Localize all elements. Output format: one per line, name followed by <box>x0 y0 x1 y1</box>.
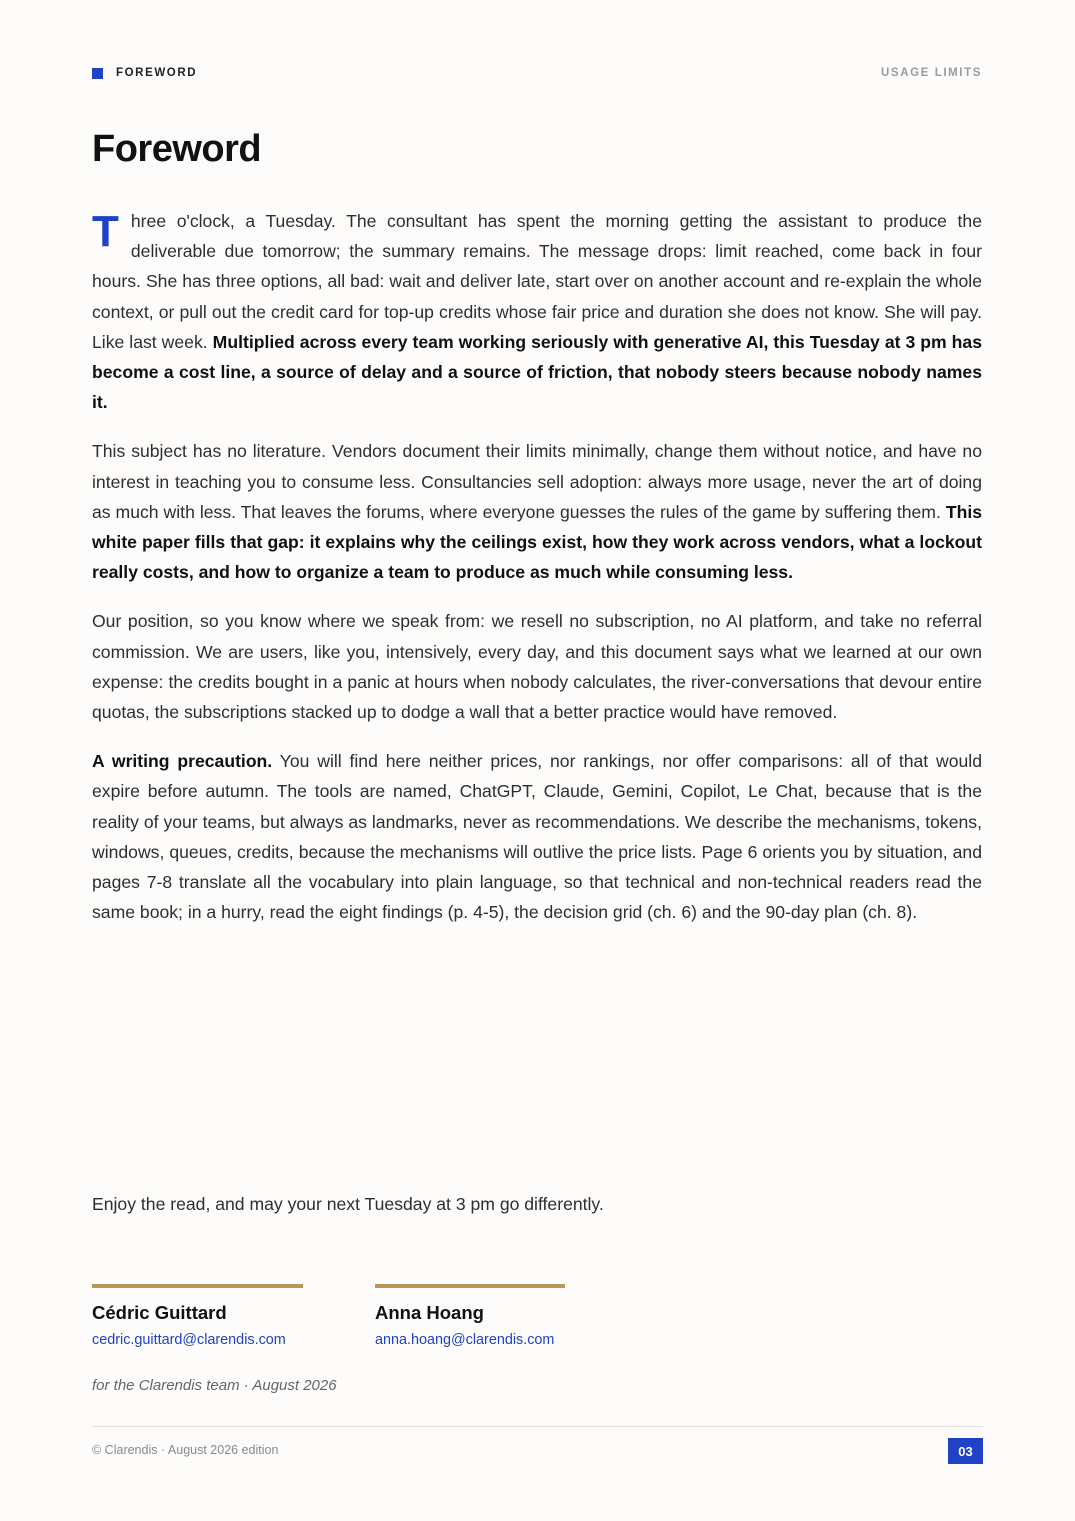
section-marker-square <box>92 68 103 79</box>
signature-block-1 <box>92 1284 303 1348</box>
paragraph-4-bold: A writing precaution. <box>92 751 273 772</box>
page-title: Foreword <box>92 128 262 170</box>
paragraph-1-text: hree o'clock, a Tuesday. The consultant has spent the morning getting the assistant to produce the deliverable due tomorrow; the summary remains. The message drops: limit reached, come back in four hours. She has three options, all bad: wait and deliver late, start over on another account and re-explain the whole context, or pull out the credit card for top-up credits whose fair price and duration she does not know. She will pay. Like last week. <box>92 211 982 352</box>
footer-divider <box>92 1426 983 1427</box>
paragraph-3-text: Our position, so you know where we speak from: we resell no subscription, no AI platform, and take no referral commission. We are users, like you, intensively, every day, and this document says what we learned at our own expense: the credits bought in a panic at hours when nobody calculates, the river-conversations that devour entire quotas, the subscriptions stacked up to dodge a wall that a better practice would have removed. <box>92 611 982 723</box>
team-line: for the Clarendis team · August 2026 <box>92 1377 337 1394</box>
page-number-badge: 03 <box>948 1438 983 1464</box>
signature-name: Cédric Guittard <box>92 1302 227 1323</box>
paragraph-2 <box>92 436 982 587</box>
running-title: USAGE LIMITS <box>881 67 982 79</box>
footer-copyright: © Clarendis · August 2026 edition <box>92 1443 279 1457</box>
paragraph-1-bold: Multiplied across every team working seriously with generative AI, this Tuesday at 3 pm has become a cost line, a source of delay and a source of friction, that nobody steers because nobody names it. <box>92 331 983 413</box>
signature-block-2 <box>375 1284 565 1348</box>
paragraph-1 <box>92 206 982 417</box>
paragraph-2-text: This subject has no literature. Vendors document their limits minimally, change them without notice, and have no interest in teaching you to consume less. Consultancies sell adoption: always more usage, never the art of doing as much with less. That leaves the forums, where everyone guesses the rules of the game by suffering them. <box>92 441 982 522</box>
drop-cap: T <box>92 207 119 256</box>
paragraph-2-bold: This white paper fills that gap: it explains why the ceilings exist, how they work across vendors, what a lockout really costs, and how to organize a team to produce as much while consuming less. <box>92 501 982 583</box>
paragraph-4-text: You will find here neither prices, nor rankings, nor offer comparisons: all of that would expire before autumn. The tools are named, ChatGPT, Claude, Gemini, Copilot, Le Chat, because that is the reality of your teams, but always as landmarks, never as recommendations. We describe the mechanisms, tokens, windows, queues, credits, because the mechanisms will outlive the price lists. Page 6 orients you by situation, and pages 7-8 translate all the vocabulary into plain language, so that technical and non-technical readers read the same book; in a hurry, read the eight findings (p. 4-5), the decision grid (ch. 6) and the 90-day plan (ch. 8). <box>92 751 982 923</box>
foreword-body <box>92 206 982 946</box>
closing-line: Enjoy the read, and may your next Tuesday at 3 pm go differently. <box>92 1194 604 1214</box>
paragraph-3 <box>92 606 982 727</box>
signature-rule <box>375 1284 565 1288</box>
section-label: FOREWORD <box>116 67 198 79</box>
running-header-left <box>92 67 197 79</box>
paragraph-4 <box>92 746 982 927</box>
signature-name: Anna Hoang <box>375 1302 484 1323</box>
signature-email-link[interactable]: cedric.guittard@clarendis.com <box>92 1332 286 1348</box>
signature-rule <box>92 1284 303 1288</box>
signature-email-link[interactable]: anna.hoang@clarendis.com <box>375 1332 555 1348</box>
